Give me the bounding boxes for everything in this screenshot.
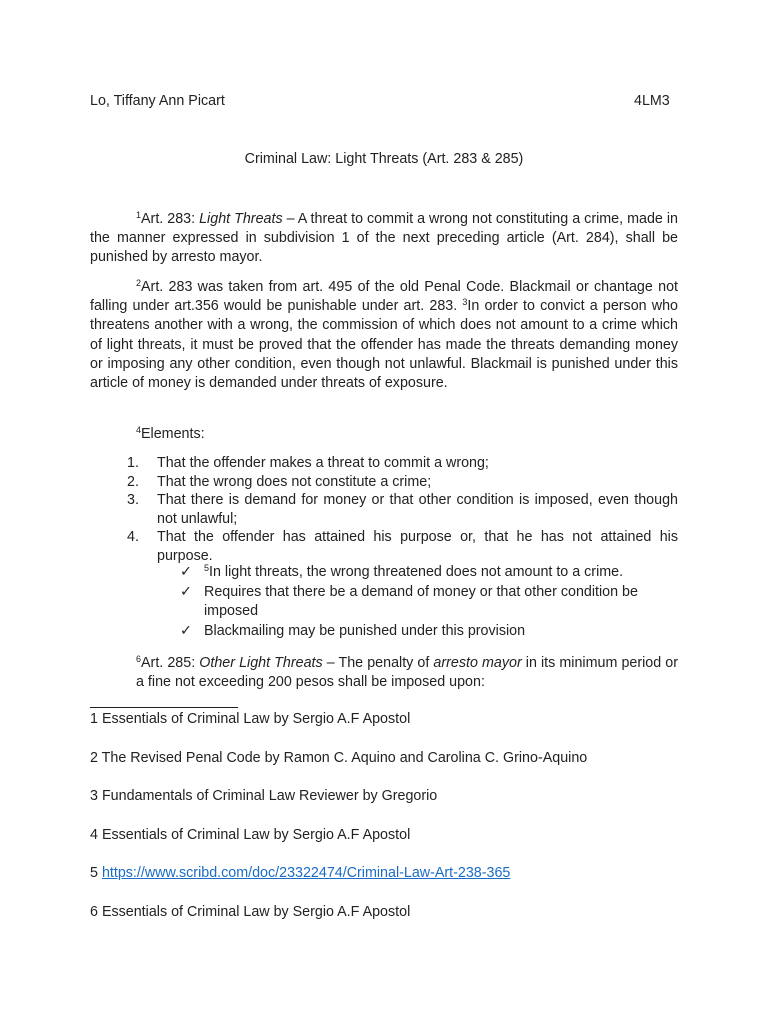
elements-heading: $^4$Elements: — [136, 425, 205, 442]
footnote-2: 2 The Revised Penal Code by Ramon C. Aquino and Carolina C. Grino-Aquino — [90, 749, 588, 766]
list-text: That there is demand for money or that other condition is imposed, even though not unlawful; — [157, 492, 678, 527]
scribd-link[interactable]: https://www.scribd.com/doc/23322474/Criminal-Law-Art-238-365 — [101, 865, 511, 882]
art-label: Art. 283: — [141, 211, 200, 227]
footnote-4: 4 Essentials of Criminal Law by Sergio A.F Apostol — [90, 826, 411, 843]
footnote-ref-5[interactable]: 5 — [204, 563, 210, 573]
check-item: ✓ Requires that there be a demand of money or that other condition be imposed — [180, 583, 678, 622]
paragraph-text: – A threat to commit a wrong not constituting a crime, made in the manner expressed in subdivision 1 of the next preceding article (Art. 284), shall be punished by arresto mayor. — [90, 211, 678, 266]
elements-list — [90, 454, 678, 565]
paragraph-text: Art. 283 was taken from art. 495 of the old Penal Code. Blackmail or chantage not falling under art.356 would be punishable under art. 283. — [90, 279, 678, 315]
list-text: That the wrong does not constitute a crime; — [157, 473, 432, 490]
checkmark-list — [180, 563, 678, 641]
paragraph-art-283 — [90, 210, 678, 268]
list-number: 2. — [127, 473, 139, 490]
paragraph-art-285: $^6$Art. 285: Other Light Threats – The penalty of arresto mayor in its minimum period or a fine not exceeding 200 pesos shall be imposed upon: — [136, 654, 678, 691]
footnote-separator — [90, 707, 238, 708]
footnote-ref-4[interactable]: 4 — [136, 425, 142, 435]
footnote-ref-1[interactable]: 1 — [136, 210, 142, 220]
checkmark-icon: ✓ — [180, 622, 192, 639]
footnote-ref-6[interactable]: 6 — [136, 654, 142, 664]
list-item — [90, 528, 678, 565]
term-other-light-threats: Other Light Threats — [199, 655, 323, 671]
footnote-ref-3[interactable]: 3 — [462, 297, 468, 308]
checkmark-icon: ✓ — [180, 564, 192, 580]
list-item — [90, 454, 678, 473]
list-number: 1. — [127, 455, 139, 471]
footnote-ref-2[interactable]: 2 — [136, 278, 142, 288]
section-code: 4LM3 — [634, 93, 670, 109]
list-number: 4. — [127, 529, 139, 545]
footnote-3: 3 Fundamentals of Criminal Law Reviewer by Gregorio — [90, 788, 438, 805]
checkmark-icon: ✓ — [180, 583, 192, 600]
list-item — [90, 473, 678, 492]
term-light-threats: Light Threats — [199, 211, 283, 227]
list-text: That the offender makes a threat to commit a wrong; — [157, 455, 489, 471]
document-title: Criminal Law: Light Threats (Art. 283 & 285) — [244, 151, 524, 167]
list-text: That the offender has attained his purpose or, that he has not attained his purpose. — [157, 529, 678, 564]
check-item: ✓ $^5$In light threats, the wrong threatened does not amount to a crime. — [180, 563, 678, 583]
footnote-6: 6 Essentials of Criminal Law by Sergio A.F Apostol — [90, 903, 411, 920]
footnote-5: 5 https://www.scribd.com/doc/23322474/Criminal-Law-Art-238-365 — [90, 865, 511, 882]
author-name: Lo, Tiffany Ann Picart — [90, 93, 225, 109]
term-arresto-mayor: arresto mayor — [433, 655, 522, 671]
footnote-1: 1 Essentials of Criminal Law by Sergio A.F Apostol — [90, 711, 411, 727]
paragraph-text: In order to convict a person who threatens another with a wrong, the commission of which does not amount to a crime which of light threats, it must be proved that the offender has made the threats demanding money or imposing any other condition, even though not unlawful. Blackmail is punished under this article of money is demanded under threats of exposure. — [90, 298, 678, 392]
check-item: ✓ Blackmailing may be punished under this provision — [180, 622, 678, 642]
paragraph-history — [90, 278, 678, 393]
footnotes — [90, 710, 710, 942]
list-item — [90, 491, 678, 528]
list-number: 3. — [127, 492, 139, 508]
